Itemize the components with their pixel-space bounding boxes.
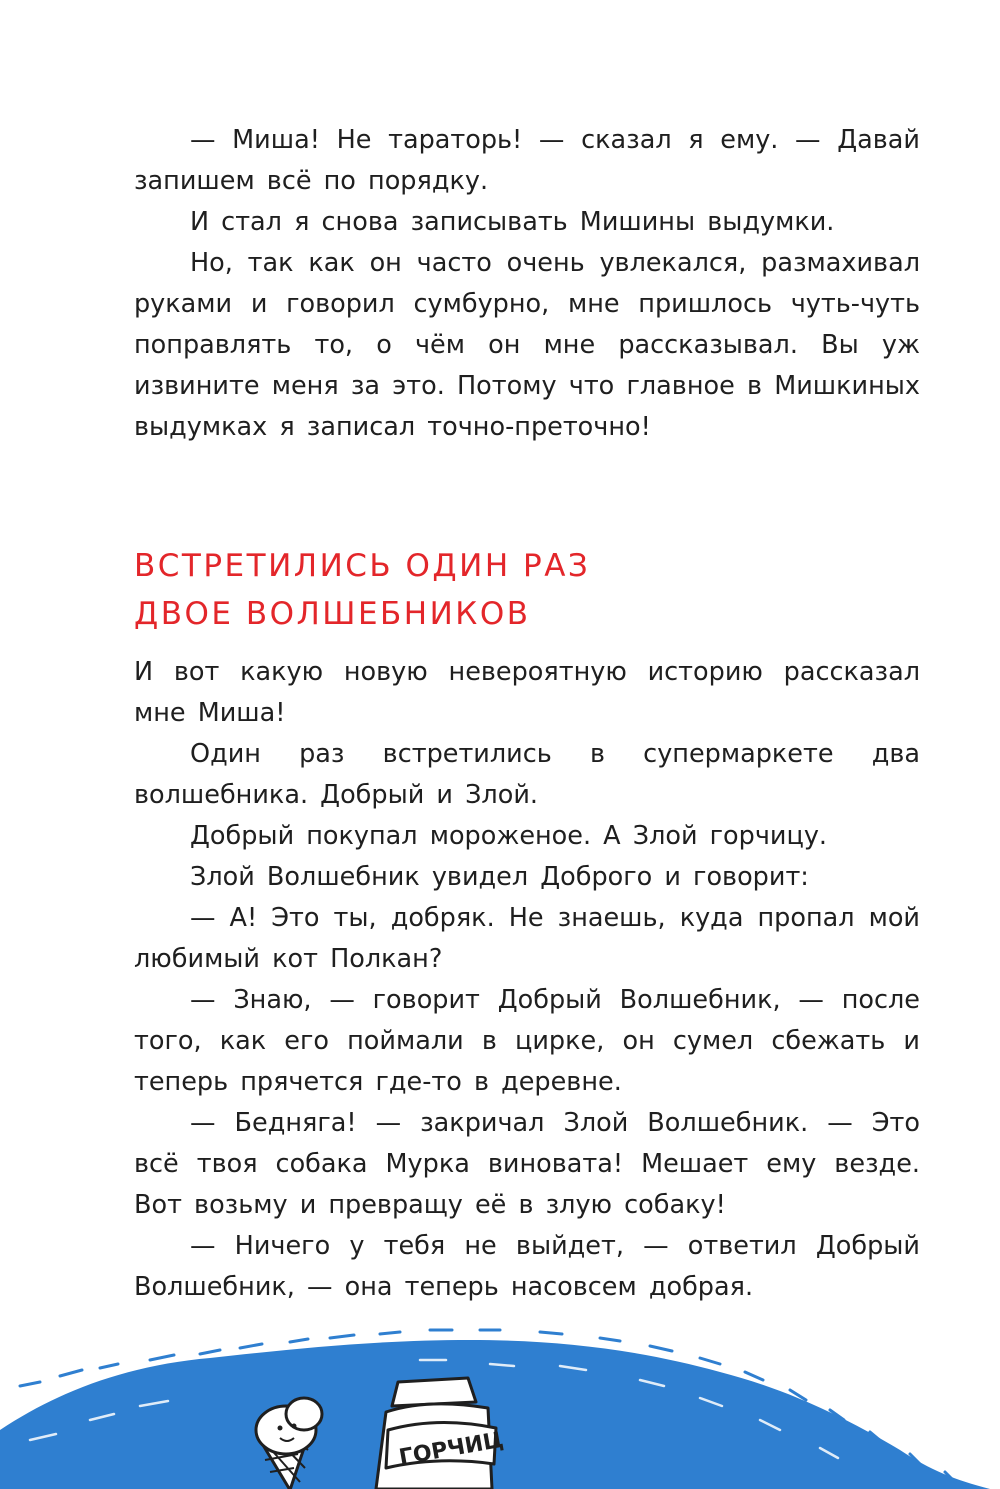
- paragraph: — Знаю, — говорит Добрый Волшебник, — после того, как его поймали в цирке, он сумел сбежать и теперь прячется где-то в деревне.: [134, 985, 920, 1097]
- chapter-title: [134, 542, 920, 638]
- paragraph: Но, так как он часто очень увлекался, размахивал руками и говорил сумбурно, мне пришлось чуть-чуть поправлять то, о чём он мне рассказывал. Вы уж извините меня за это. Потому что главное в Мишкиных выдумках я записал точно-преточно!: [134, 248, 920, 442]
- water-wave: [0, 1340, 990, 1489]
- chapter-title-line-2: ДВОЕ ВОЛШЕБНИКОВ: [134, 595, 531, 632]
- paragraph: И стал я снова записывать Мишины выдумки.: [190, 207, 835, 237]
- bottom-illustration: [0, 1320, 1000, 1489]
- paragraph: Добрый покупал мороженое. А Злой горчицу.: [190, 821, 828, 851]
- chapter-title-line-1: ВСТРЕТИЛИСЬ ОДИН РАЗ: [134, 547, 591, 584]
- paragraph: — Миша! Не тараторь! — сказал я ему. — Давай запишем всё по порядку.: [134, 125, 920, 196]
- intro-paragraph: И вот какую новую невероятную историю рассказал мне Миша!: [134, 657, 920, 728]
- story-text-block: [134, 652, 920, 1308]
- paragraph: — Бедняга! — закричал Злой Волшебник. — Это всё твоя собака Мурка виновата! Мешает ему везде. Вот возьму и превращу её в злую собаку!: [134, 1108, 920, 1220]
- jar-label: ГОРЧИЦ: [397, 1427, 506, 1471]
- paragraph: Один раз встретились в супермаркете два волшебника. Добрый и Злой.: [134, 739, 920, 810]
- paragraph: — А! Это ты, добряк. Не знаешь, куда пропал мой любимый кот Полкан?: [134, 903, 920, 974]
- paragraph: Злой Волшебник увидел Доброго и говорит:: [190, 862, 809, 892]
- paragraph: — Ничего у тебя не выйдет, — ответил Добрый Волшебник, — она теперь насовсем добрая.: [134, 1231, 920, 1302]
- opening-text-block: [134, 120, 920, 448]
